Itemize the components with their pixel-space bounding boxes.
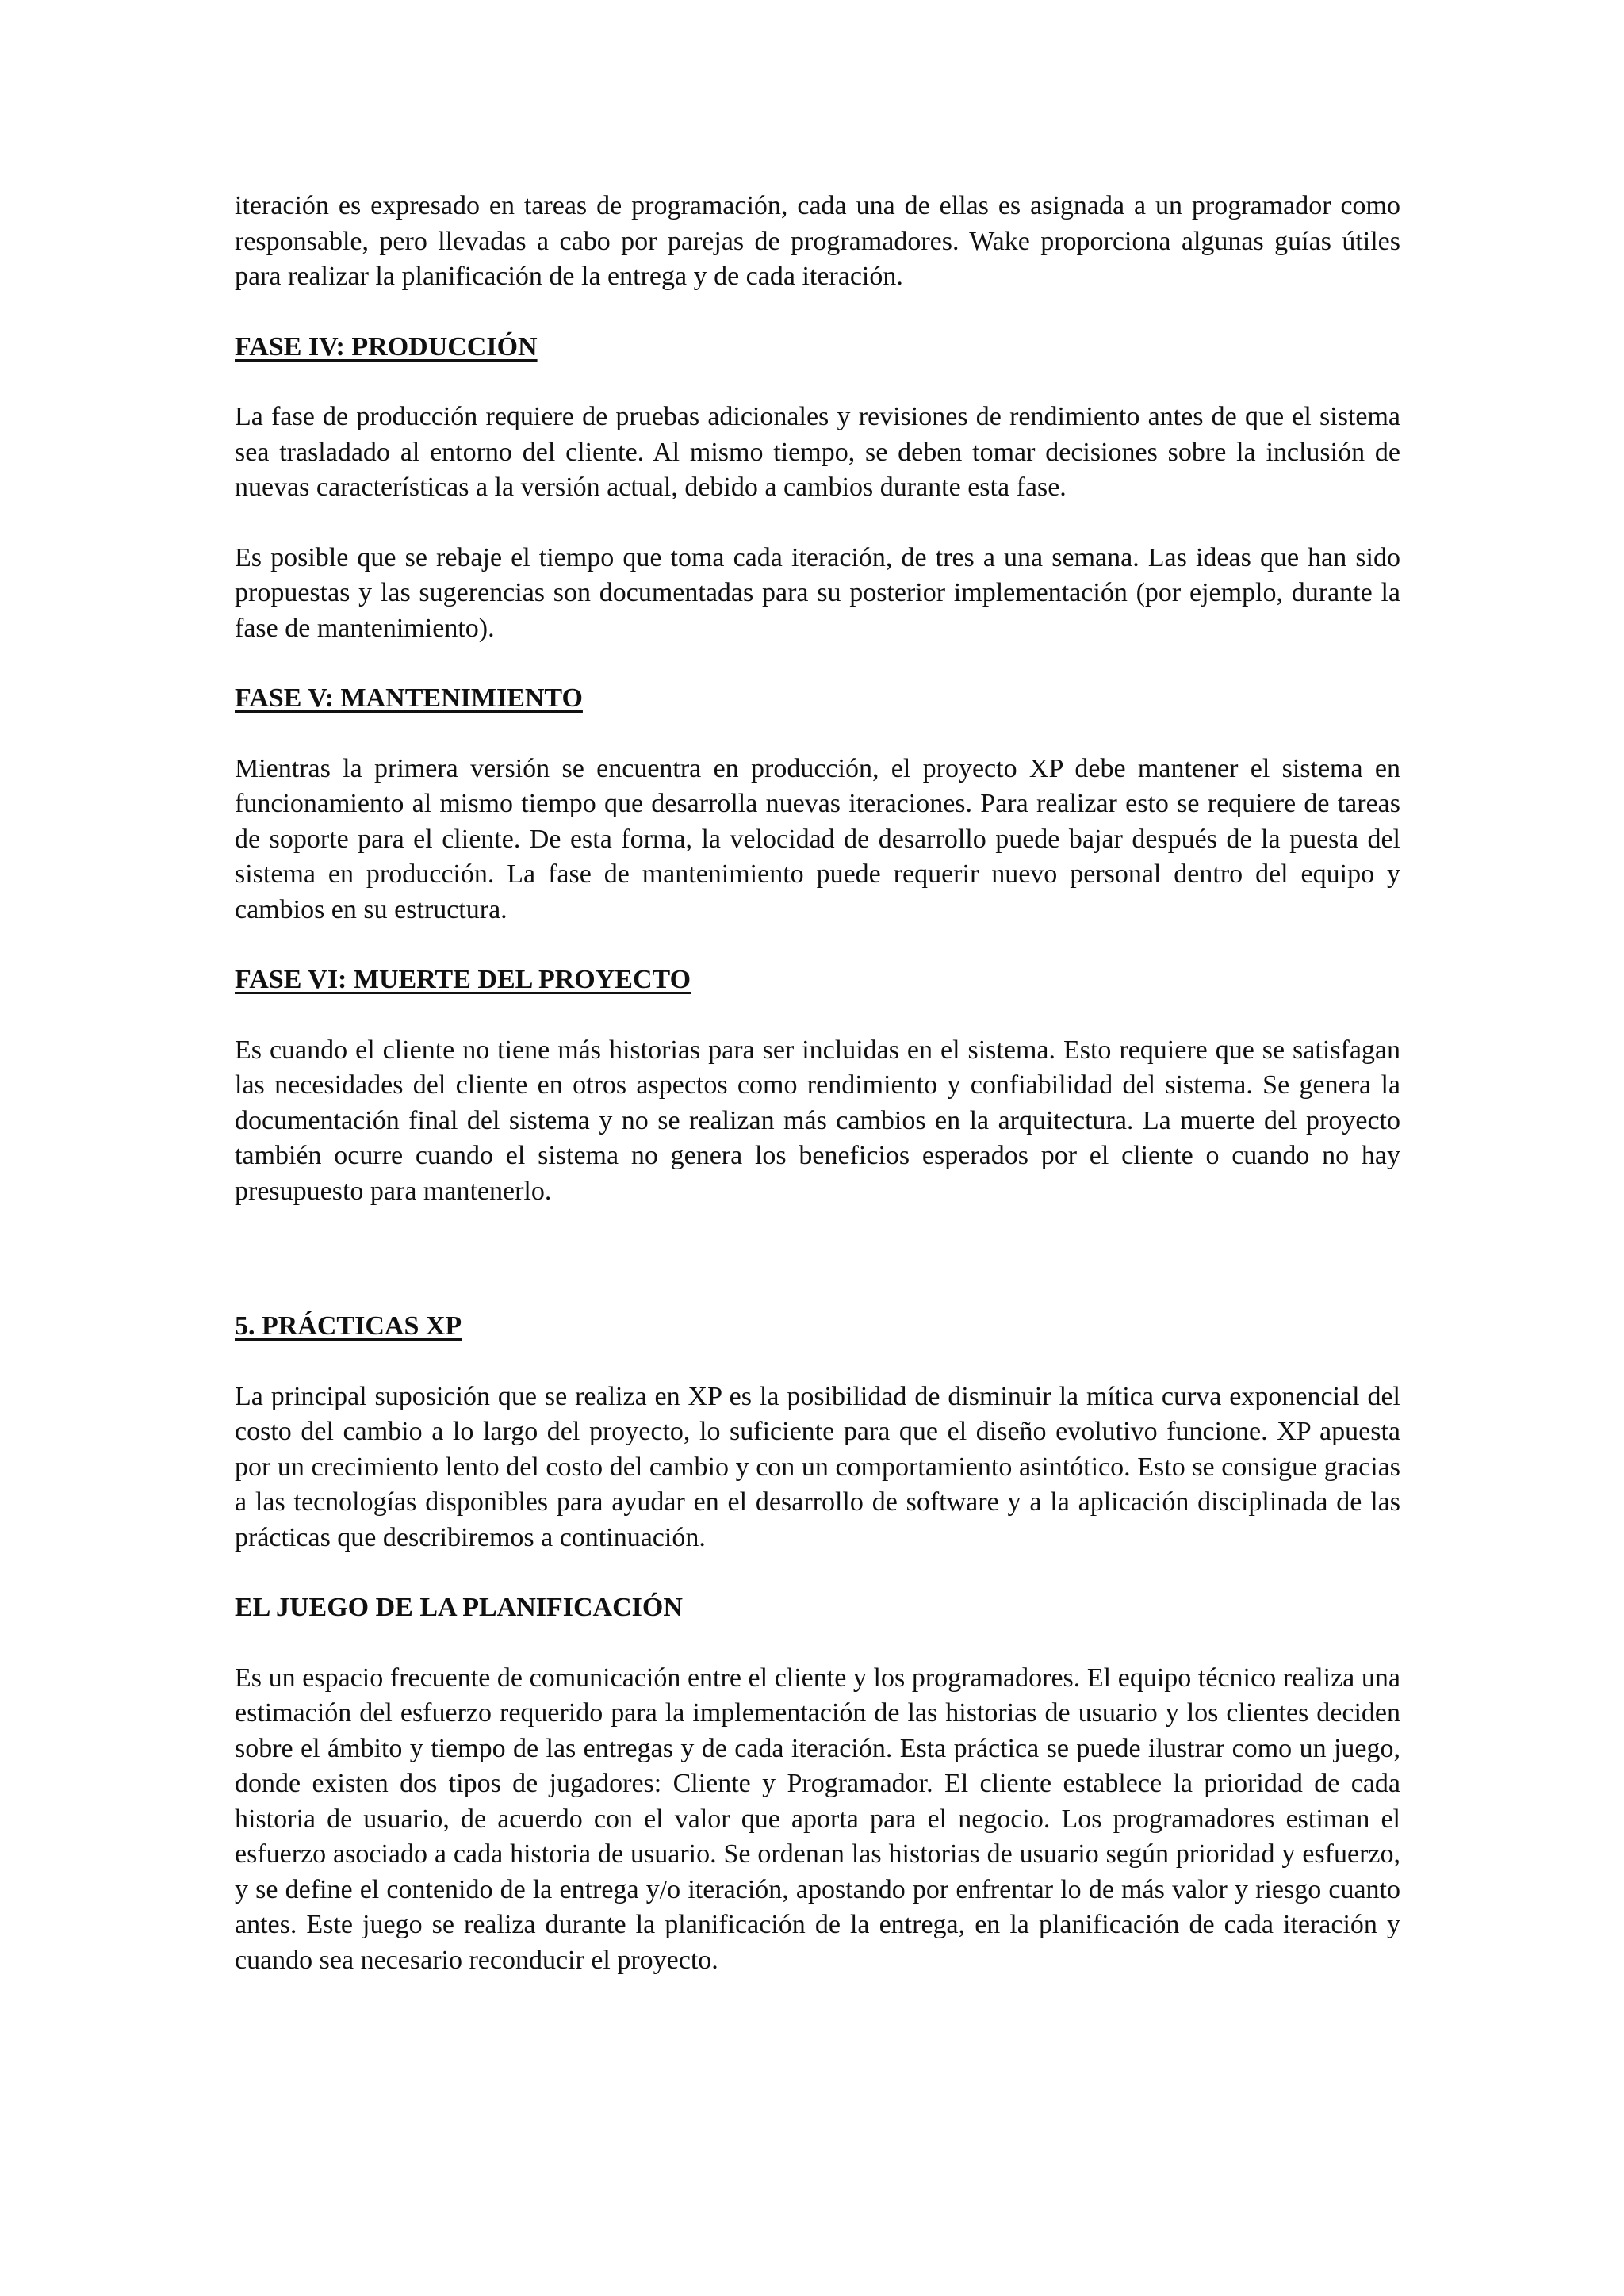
practicas-paragraph-1: La principal suposición que se realiza en XP es la posibilidad de disminuir la mítica curva exponencial del costo del cambio a lo largo del proyecto, lo suficiente para que el diseño evolutivo funcione. XP apuesta por un crecimiento lento del costo del cambio y con un comportamiento asintótico. Esto se consigue gracias a las tecnologías disponibles para ayudar en el desarrollo de software y a la aplicación disciplinada de las prácticas que describiremos a continuación.: [235, 1381, 1400, 1552]
heading-fase-v: FASE V: MANTENIMIENTO: [235, 683, 583, 713]
document-body: [235, 189, 1400, 1978]
heading-practicas-xp: 5. PRÁCTICAS XP: [235, 1311, 462, 1341]
heading-fase-iv: FASE IV: PRODUCCIÓN: [235, 331, 538, 362]
fase-v-paragraph-1: Mientras la primera versión se encuentra en producción, el proyecto XP debe mantener el sistema en funcionamiento al mismo tiempo que desarrolla nuevas iteraciones. Para realizar esto se requiere de tareas de soporte para el cliente. De esta forma, la velocidad de desarrollo puede bajar después de la puesta del sistema en producción. La fase de mantenimiento puede requerir nuevo personal dentro del equipo y cambios en su estructura.: [235, 753, 1400, 924]
fase-iv-paragraph-1: La fase de producción requiere de pruebas adicionales y revisiones de rendimiento antes de que el sistema sea trasladado al entorno del cliente. Al mismo tiempo, se deben tomar decisiones sobre la inclusión de nuevas características a la versión actual, debido a cambios durante esta fase.: [235, 402, 1400, 502]
section-spacer: [235, 1244, 1400, 1309]
fase-vi-paragraph-1: Es cuando el cliente no tiene más historias para ser incluidas en el sistema. Esto requiere que se satisfagan las necesidades del cliente en otros aspectos como rendimiento y confiabilidad del sistema. Se genera la documentación final del sistema y no se realizan más cambios en la arquitectura. La muerte del proyecto también ocurre cuando el sistema no genera los beneficios esperados por el cliente o cuando no hay presupuesto para mantenerlo.: [235, 1035, 1400, 1206]
intro-paragraph: iteración es expresado en tareas de programación, cada una de ellas es asignada a un programador como responsable, pero llevadas a cabo por parejas de programadores. Wake proporciona algunas guías útiles para realizar la planificación de la entrega y de cada iteración.: [235, 191, 1400, 291]
juego-paragraph-1: Es un espacio frecuente de comunicación entre el cliente y los programadores. El equipo técnico realiza una estimación del esfuerzo requerido para la implementación de las historias de usuario y los clientes deciden sobre el ámbito y tiempo de las entregas y de cada iteración. Esta práctica se puede ilustrar como un juego, donde existen dos tipos de jugadores: Cliente y Programador. El cliente establece la prioridad de cada historia de usuario, de acuerdo con el valor que aporta para el negocio. Los programadores estiman el esfuerzo asociado a cada historia de usuario. Se ordenan las historias de usuario según prioridad y esfuerzo, y se define el contenido de la entrega y/o iteración, apostando por enfrentar lo de más valor y riesgo cuanto antes. Este juego se realiza durante la planificación de la entrega, en la planificación de cada iteración y cuando sea necesario reconducir el proyecto.: [235, 1663, 1400, 1975]
fase-iv-paragraph-2: Es posible que se rebaje el tiempo que toma cada iteración, de tres a una semana. Las ideas que han sido propuestas y las sugerencias son documentadas para su posterior implementación (por ejemplo, durante la fase de mantenimiento).: [235, 542, 1400, 643]
heading-juego-planificacion: EL JUEGO DE LA PLANIFICACIÓN: [235, 1593, 683, 1622]
heading-fase-vi: FASE VI: MUERTE DEL PROYECTO: [235, 965, 691, 994]
